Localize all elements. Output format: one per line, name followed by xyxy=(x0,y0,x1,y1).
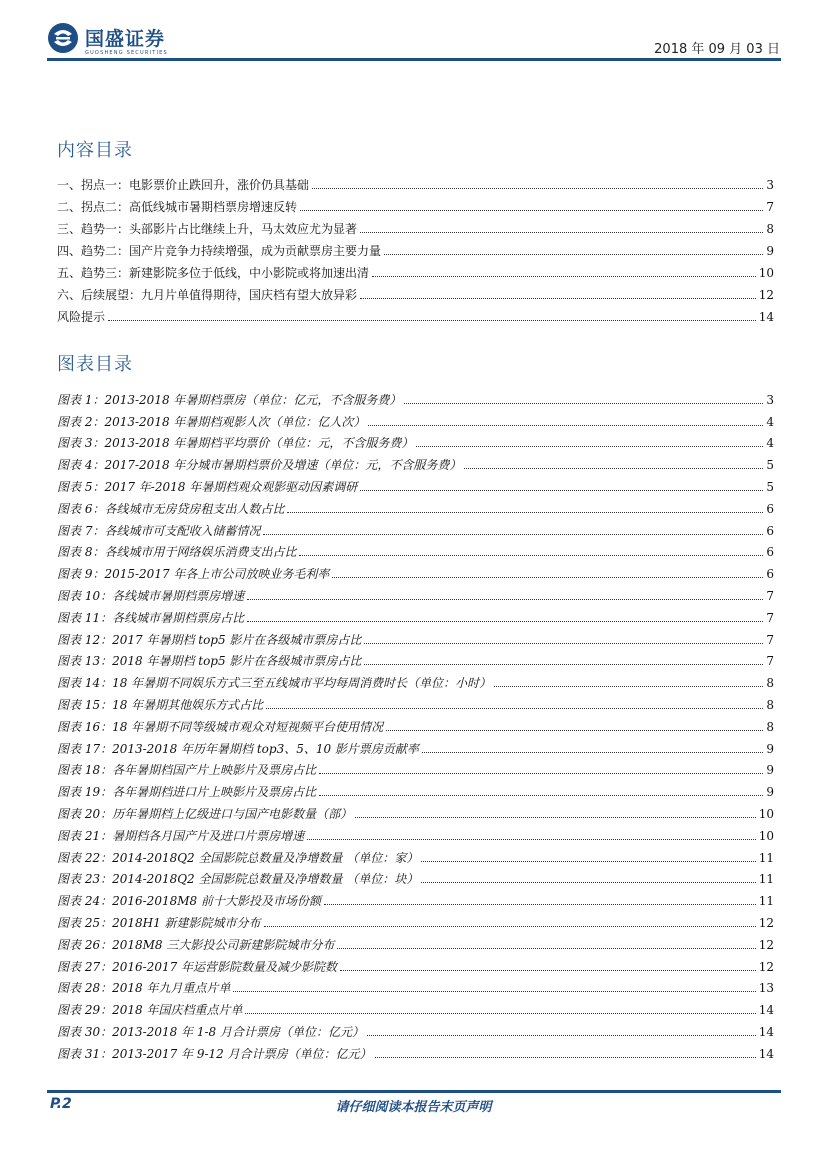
toc-entry-page[interactable]: 12 xyxy=(758,937,774,952)
toc-entry-label[interactable]: 图表 5：2017 年-2018 年暑期档观众观影驱动因素调研 xyxy=(57,479,358,494)
dot-leader xyxy=(368,425,763,426)
toc-entry-page[interactable]: 8 xyxy=(766,719,774,734)
figure-entry[interactable] xyxy=(57,953,774,975)
toc-entry-page[interactable]: 3 xyxy=(766,392,774,407)
toc-entry-label[interactable]: 图表 18：各年暑期档国产片上映影片及票房占比 xyxy=(57,763,317,778)
toc-entry-label[interactable]: 图表 11：各线城市暑期档票房占比 xyxy=(57,610,245,625)
dot-leader xyxy=(367,1035,756,1036)
toc-entry-label[interactable]: 图表 1：2013-2018 年暑期档票房（单位：亿元，不含服务费） xyxy=(57,392,402,407)
toc-entry-label[interactable]: 图表 31：2013-2017 年 9-12 月合计票房（单位：亿元） xyxy=(57,1046,372,1061)
figure-entry[interactable] xyxy=(57,473,774,495)
toc-entry-page[interactable]: 5 xyxy=(766,458,774,473)
toc-entry-page[interactable]: 7 xyxy=(766,654,774,669)
figure-toc-list xyxy=(57,386,774,1062)
figure-entry[interactable] xyxy=(57,1040,774,1062)
dot-leader xyxy=(263,534,763,535)
figure-entry[interactable] xyxy=(57,604,774,626)
toc-entry-page[interactable]: 14 xyxy=(758,1046,774,1061)
toc-entry-page[interactable]: 14 xyxy=(758,1003,774,1018)
figure-entry[interactable] xyxy=(57,822,774,844)
toc-entry[interactable] xyxy=(57,281,774,303)
dot-leader xyxy=(375,1057,756,1058)
figure-entry[interactable] xyxy=(57,408,774,430)
figure-entry[interactable] xyxy=(57,844,774,866)
toc-entry-page[interactable]: 9 xyxy=(766,763,774,778)
logo-icon xyxy=(47,22,79,54)
toc-entry-page[interactable]: 7 xyxy=(766,632,774,647)
toc-entry-label[interactable]: 图表 26：2018M8 三大影投公司新建影院城市分布 xyxy=(57,937,335,952)
toc-entry-page[interactable]: 13 xyxy=(758,981,774,996)
toc-entry-page[interactable]: 10 xyxy=(758,828,774,843)
toc-entry-label[interactable]: 图表 10：各线城市暑期档票房增速 xyxy=(57,588,245,603)
logo-subtext: GUOSHENG SECURITIES xyxy=(85,50,168,56)
toc-entry-label[interactable]: 图表 15：18 年暑期其他娱乐方式占比 xyxy=(57,697,264,712)
toc-entry-page[interactable]: 4 xyxy=(766,436,774,451)
toc-entry-label[interactable]: 图表 22：2014-2018Q2 全国影院总数量及净增数量 （单位：家） xyxy=(57,850,419,865)
toc-entry-page[interactable]: 6 xyxy=(766,523,774,538)
figure-entry[interactable] xyxy=(57,626,774,648)
toc-entry-page[interactable]: 8 xyxy=(766,222,774,236)
dot-leader xyxy=(360,490,763,491)
page-header xyxy=(0,0,827,62)
toc-title: 内容目录 xyxy=(57,140,133,161)
toc-entry-label[interactable]: 二、拐点二：高低线城市暑期档票房增速反转 xyxy=(57,200,298,214)
toc-entry[interactable] xyxy=(57,171,774,193)
toc-entry[interactable] xyxy=(57,237,774,259)
dot-leader xyxy=(360,232,763,233)
toc-entry-page[interactable]: 7 xyxy=(766,610,774,625)
toc-entry-label[interactable]: 风险提示 xyxy=(57,310,106,324)
dot-leader xyxy=(233,991,755,992)
dot-leader xyxy=(355,817,756,818)
toc-entry-page[interactable]: 8 xyxy=(766,676,774,691)
dot-leader xyxy=(319,795,763,796)
figure-entry[interactable] xyxy=(57,735,774,757)
figure-entry[interactable] xyxy=(57,800,774,822)
toc-entry-label[interactable]: 图表 13：2018 年暑期档 top5 影片在各级城市票房占比 xyxy=(57,654,362,669)
toc-entry-label[interactable]: 图表 12：2017 年暑期档 top5 影片在各级城市票房占比 xyxy=(57,632,362,647)
figure-entry[interactable] xyxy=(57,975,774,997)
figure-entry[interactable] xyxy=(57,539,774,561)
toc-entry-label[interactable]: 图表 8：各线城市用于网络娱乐消费支出占比 xyxy=(57,545,297,560)
dot-leader xyxy=(312,188,763,189)
toc-entry-label[interactable]: 图表 21：暑期档各月国产片及进口片票房增速 xyxy=(57,828,305,843)
toc-entry-page[interactable]: 8 xyxy=(766,697,774,712)
dot-leader xyxy=(421,882,755,883)
figure-entry[interactable] xyxy=(57,669,774,691)
toc-entry-page[interactable]: 14 xyxy=(758,310,774,324)
toc-entry-label[interactable]: 图表 25：2018H1 新建影院城市分布 xyxy=(57,915,261,930)
figure-entry[interactable] xyxy=(57,713,774,735)
dot-leader xyxy=(384,254,763,255)
figure-entry[interactable] xyxy=(57,648,774,670)
figure-entry[interactable] xyxy=(57,1018,774,1040)
dot-leader xyxy=(245,1013,755,1014)
toc-entry-page[interactable]: 9 xyxy=(766,741,774,756)
toc-entry-label[interactable]: 图表 3：2013-2018 年暑期档平均票价（单位：元，不含服务费） xyxy=(57,436,414,451)
toc-entry-label[interactable]: 图表 9：2015-2017 年各上市公司放映业务毛利率 xyxy=(57,567,330,582)
figure-entry[interactable] xyxy=(57,691,774,713)
figure-entry[interactable] xyxy=(57,778,774,800)
toc-entry-page[interactable]: 4 xyxy=(766,414,774,429)
toc-entry-label[interactable]: 图表 2：2013-2018 年暑期档观影人次（单位：亿人次） xyxy=(57,414,366,429)
toc-entry-page[interactable]: 11 xyxy=(758,894,774,909)
footer-divider xyxy=(47,1090,781,1093)
dot-leader xyxy=(264,926,756,927)
header-divider xyxy=(47,58,781,61)
dot-leader xyxy=(307,839,756,840)
toc-entry-label[interactable]: 图表 23：2014-2018Q2 全国影院总数量及净增数量 （单位：块） xyxy=(57,872,419,887)
toc-entry-page[interactable]: 6 xyxy=(766,545,774,560)
toc-entry-label[interactable]: 图表 24：2016-2018M8 前十大影投及市场份额 xyxy=(57,894,321,909)
figure-entry[interactable] xyxy=(57,996,774,1018)
report-date: 2018 年 09 月 03 日 xyxy=(654,42,780,57)
figure-entry[interactable] xyxy=(57,582,774,604)
toc-entry-page[interactable]: 12 xyxy=(758,288,774,302)
toc-entry-page[interactable]: 7 xyxy=(766,588,774,603)
dot-leader xyxy=(247,621,763,622)
figure-entry[interactable] xyxy=(57,517,774,539)
toc-entry-label[interactable]: 四、趋势二：国产片竞争力持续增强，成为贡献票房主要力量 xyxy=(57,244,382,258)
figure-entry[interactable] xyxy=(57,909,774,931)
toc-entry-page[interactable]: 12 xyxy=(758,915,774,930)
toc-entry-label[interactable]: 图表 17：2013-2018 年历年暑期档 top3、5、10 影片票房贡献率 xyxy=(57,741,419,756)
dot-leader xyxy=(364,643,763,644)
dot-leader xyxy=(364,664,763,665)
dot-leader xyxy=(266,708,763,709)
dot-leader xyxy=(386,730,763,731)
toc-entry[interactable] xyxy=(57,193,774,215)
toc-entry-page[interactable]: 10 xyxy=(758,266,774,280)
toc-entry-label[interactable]: 图表 16：18 年暑期不同等级城市观众对短视频平台使用情况 xyxy=(57,719,384,734)
figure-toc-title: 图表目录 xyxy=(57,354,133,375)
toc-entry[interactable] xyxy=(57,303,774,325)
figure-entry[interactable] xyxy=(57,386,774,408)
figure-entry[interactable] xyxy=(57,495,774,517)
dot-leader xyxy=(416,446,763,447)
toc-entry-page[interactable]: 11 xyxy=(758,850,774,865)
dot-leader xyxy=(319,773,763,774)
toc-entry-page[interactable]: 5 xyxy=(766,479,774,494)
toc-entry-label[interactable]: 图表 29：2018 年国庆档重点片单 xyxy=(57,1003,243,1018)
toc-entry-page[interactable]: 6 xyxy=(766,501,774,516)
dot-leader xyxy=(464,468,763,469)
toc-entry-page[interactable]: 11 xyxy=(758,872,774,887)
toc-entry-label[interactable]: 一、拐点一：电影票价止跌回升，涨价仍具基础 xyxy=(57,178,310,192)
dot-leader xyxy=(337,948,755,949)
figure-entry[interactable] xyxy=(57,430,774,452)
figure-entry[interactable] xyxy=(57,560,774,582)
dot-leader xyxy=(332,577,763,578)
figure-entry[interactable] xyxy=(57,451,774,473)
dot-leader xyxy=(372,276,756,277)
dot-leader xyxy=(360,298,756,299)
figure-entry[interactable] xyxy=(57,757,774,779)
toc-entry[interactable] xyxy=(57,259,774,281)
content-toc-list xyxy=(57,171,774,325)
toc-entry-page[interactable]: 10 xyxy=(758,806,774,821)
toc-entry-label[interactable]: 三、趋势一：头部影片占比继续上升，马太效应尤为显著 xyxy=(57,222,358,236)
page-number: P.2 xyxy=(50,1096,72,1112)
toc-entry-page[interactable]: 7 xyxy=(766,200,774,214)
dot-leader xyxy=(404,403,763,404)
toc-entry-label[interactable]: 图表 20：历年暑期档上亿级进口与国产电影数量（部） xyxy=(57,806,353,821)
dot-leader xyxy=(340,970,756,971)
toc-entry-label[interactable]: 图表 6：各线城市无房贷房租支出人数占比 xyxy=(57,501,285,516)
toc-entry-label[interactable]: 图表 28：2018 年九月重点片单 xyxy=(57,981,231,996)
toc-entry-label[interactable]: 六、后续展望：九月片单值得期待，国庆档有望大放异彩 xyxy=(57,288,358,302)
dot-leader xyxy=(494,686,763,687)
toc-entry-label[interactable]: 图表 30：2013-2018 年 1-8 月合计票房（单位：亿元） xyxy=(57,1024,364,1039)
toc-entry-page[interactable]: 3 xyxy=(766,178,774,192)
dot-leader xyxy=(300,210,763,211)
toc-entry-label[interactable]: 图表 7：各线城市可支配收入储蓄情况 xyxy=(57,523,261,538)
dot-leader xyxy=(421,861,755,862)
toc-entry-label[interactable]: 图表 14：18 年暑期不同娱乐方式三至五线城市平均每周消费时长（单位：小时） xyxy=(57,676,492,691)
figure-entry[interactable] xyxy=(57,866,774,888)
toc-entry-page[interactable]: 12 xyxy=(758,959,774,974)
dot-leader xyxy=(324,904,756,905)
toc-entry-label[interactable]: 五、趋势三：新建影院多位于低线，中小影院或将加速出清 xyxy=(57,266,370,280)
toc-entry-page[interactable]: 9 xyxy=(766,785,774,800)
toc-entry-page[interactable]: 6 xyxy=(766,567,774,582)
dot-leader xyxy=(299,555,763,556)
toc-entry-page[interactable]: 9 xyxy=(766,244,774,258)
logo-text: 国盛证券 xyxy=(85,28,166,50)
dot-leader xyxy=(108,320,756,321)
disclaimer-note: 请仔细阅读本报告末页声明 xyxy=(335,1100,492,1115)
toc-entry-label[interactable]: 图表 4：2017-2018 年分城市暑期档票价及增速（单位：元，不含服务费） xyxy=(57,458,462,473)
toc-entry-page[interactable]: 14 xyxy=(758,1024,774,1039)
dot-leader xyxy=(247,599,763,600)
figure-entry[interactable] xyxy=(57,931,774,953)
toc-entry[interactable] xyxy=(57,215,774,237)
company-logo xyxy=(47,22,187,60)
figure-entry[interactable] xyxy=(57,887,774,909)
toc-entry-label[interactable]: 图表 19：各年暑期档进口片上映影片及票房占比 xyxy=(57,785,317,800)
toc-entry-label[interactable]: 图表 27：2016-2017 年运营影院数量及减少影院数 xyxy=(57,959,338,974)
dot-leader xyxy=(287,512,763,513)
dot-leader xyxy=(422,752,763,753)
